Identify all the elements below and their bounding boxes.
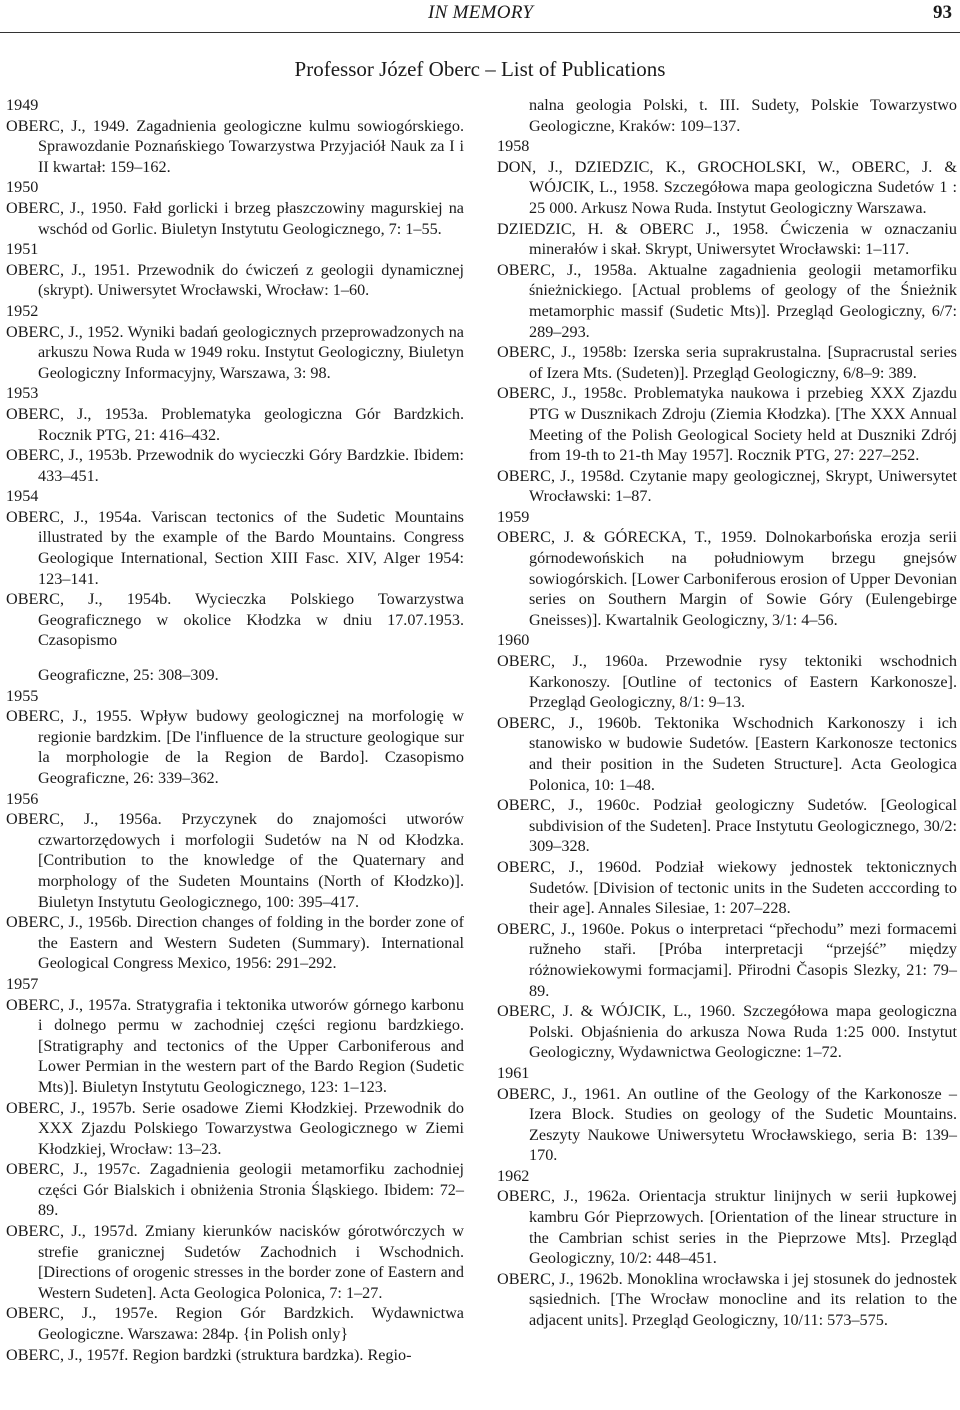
page-title: Professor Józef Oberc – List of Publications [294,57,666,81]
year-heading: 1959 [497,507,530,526]
running-head: IN MEMORY [428,2,534,23]
year-heading: 1958 [497,137,530,156]
year-heading: 1954 [6,487,39,506]
header-rule [0,32,960,33]
publication-entry-continuation: Geograficzne, 25: 308–309. [38,666,219,685]
year-heading: 1952 [6,301,39,320]
publication-entry: OBERC, J., 1960b. Tektonika Wschodnich Karkonoszy i ich stanowisko w budowie Sudetów. [Eastern Karkonosze tectonics and their position in the Sudeten Structure]. Acta Geologica Polonica, 10: 1–48. [497,713,957,794]
publication-entry: OBERC, J., 1955. Wpływ budowy geologicznej na morfologię w regionie bardzkim. [De l'influence de la structure geologique sur la morphologie de la Region de Bardo]. Czasopismo Geograficzne, 26: 339–362. [6,707,464,787]
publication-entry: OBERC, J., 1957b. Serie osadowe Ziemi Kłodzkiej. Przewodnik do XXX Zjazdu Polskiego Towarzystwa Geologicznego w Ziemi Kłodzkiej, Wrocław: 13–23. [6,1098,464,1158]
publication-entry: OBERC, J., 1958a. Aktualne zagadnienia geologii metamorfiku śnieżnickiego. [Actual problems of geology of the Śnieżnik metamorphic massif (Sudetic Mts)]. Przegląd Geologiczny, 6/7: 289–293. [497,260,957,341]
year-heading: 1956 [6,789,39,808]
publication-entry: OBERC, J., 1961. An outline of the Geology of the Karkonosze – Izera Block. Studies on geology of the Sudetic Mountains. Zeszyty Naukowe Uniwersytetu Wrocławskiego, seria B: 139–170. [497,1084,957,1165]
page-header [0,0,960,30]
publication-entry-continuation: nalna geologia Polski, t. III. Sudety, Polskie Towarzystwo Geologiczne, Kraków: 109–137. [529,96,957,135]
publication-entry: OBERC, J., 1958c. Problematyka naukowa i przebieg XXX Zjazdu PTG w Dusznikach Zdroju (Ziemia Kłodzka). [The XXX Annual Meeting of the Polish Geological Society held at Duszniki Zdrój from 19-th to 21-th May 1957]. Rocznik PTG, 27: 227–252. [497,384,957,465]
publication-entry: OBERC, J., 1951. Przewodnik do ćwiczeń z geologii dynamicznej (skrypt). Uniwersytet Wrocławski, Wrocław: 1–60. [6,260,464,300]
publication-entry: OBERC, J., 1957c. Zagadnienia geologii metamorfiku zachodniej części Gór Bialskich i obniżenia Stronia Śląskiego. Ibidem: 72–89. [6,1160,464,1220]
publication-entry: OBERC, J., 1957f. Region bardzki (struktura bardzka). Regio- [6,1345,412,1364]
publication-entry: OBERC, J., 1958b: Izerska seria suprakrustalna. [Supracrustal series of Izera Mts. (Sudeten)]. Przegląd Geologiczny, 6/8–9: 389. [497,343,957,382]
year-heading: 1950 [6,178,39,197]
year-heading: 1951 [6,240,39,259]
publication-entry: OBERC, J., 1960d. Podział wiekowy jednostek tektonicznych Sudetów. [Division of tectonic units in the Sudeten acccording to their age]. Annales Silesiae, 1: 207–228. [497,857,957,918]
publication-entry: OBERC, J. & WÓJCIK, L., 1960. Szczegółowa mapa geologiczna Polski. Objaśnienia do arkusza Nowa Ruda 1:25 000. Instytut Geologiczny, Wydawnictwa Geologiczne: 1–72. [497,1002,957,1062]
publication-entry: OBERC, J., 1956a. Przyczynek do znajomości utworów czwartorzędowych i morfologii Sudetów na N od Kłodzka. [Contribution to the knowledge of the Quaternary and morphology of the Sudeten Mountains (North of Kłodzko)]. Biuletyn Instytutu Geologicznego, 100: 395–417. [6,810,464,911]
publication-entry: OBERC, J., 1952. Wyniki badań geologicznych przeprowadzonych na arkuszu Nowa Ruda w 1949 roku. Instytut Geologiczny, Biuletyn Geologiczny Informacyjny, Warszawa, 3: 98. [6,322,464,382]
publication-entry: OBERC, J., 1960a. Przewodnie rysy tektoniki wschodnich Karkonoszy. [Outline of tectonics of Eastern Karkonosze]. Przegląd Geologiczny, 8/1: 9–13. [497,652,957,712]
publication-entry: DZIEDZIC, H. & OBERC J., 1958. Ćwiczenia w oznaczaniu minerałów i skał. Skrypt, Uniwersytet Wrocławski: 1–117. [497,219,957,259]
publication-entry: OBERC, J., 1960c. Podział geologiczny Sudetów. [Geological subdivision of the Sudeten]. Prace Instytutu Geologicznego, 30/2: 309–328. [497,796,957,856]
year-heading: 1957 [6,974,39,993]
publication-entry: OBERC, J., 1960e. Pokus o interpretaci “přechodu” mezi formacemi ružneho staři. [Próba interpretacji “przejść” między różnowiekowymi formacjami]. Přirodni Časopis Slezky, 21: 79–89. [497,919,957,1000]
publication-entry: OBERC, J., 1954b. Wycieczka Polskiego Towarzystwa Geograficznego w okolice Kłodzka w dniu 17.07.1953. Czasopismo [6,590,464,650]
publication-entry: OBERC, J., 1949. Zagadnienia geologiczne kulmu sowiogórskiego. Sprawozdanie Poznańskiego Towarzystwa Przyjaciół Nauk za I i II kwartał: 159–162. [6,116,464,176]
publication-entry: OBERC, J., 1950. Fałd gorlicki i brzeg płaszczowiny magurskiej na wschód od Gorlic. Biuletyn Instytutu Geologicznego, 7: 1–55. [6,198,464,238]
publication-entry: OBERC, J. & GÓRECKA, T., 1959. Dolnokarbońska erozja serii górnodewońskich na południowym brzegu gnejsów sowiogórskich. [Lower Carboniferous erosion of Upper Devonian series on Southern Margin of Sowie Góry (Eulengebirge Gneisses)]. Kwartalnik Geologiczny, 3/1: 4–56. [497,528,957,629]
page-number: 93 [933,2,952,23]
publication-entry: OBERC, J., 1957e. Region Gór Bardzkich. Wydawnictwa Geologiczne. Warszawa: 284p. {in Polish only} [6,1304,464,1344]
publication-entry: OBERC, J., 1957d. Zmiany kierunków nacisków górotwórczych w strefie granicznej Sudetów Zachodnich i Wschodnich. [Directions of orogenic stresses in the border zone of Eastern and Western Sudeten]. Acta Geologica Polonica, 7: 1–27. [6,1222,464,1302]
publication-entry: OBERC, J., 1957a. Stratygrafia i tektonika utworów górnego karbonu i dolnego permu w zachodniej części regionu bardzkiego. [Stratigraphy and tectonics of the Upper Carboniferous and Lower Permian in the western part of the Bardo Region (Sudetic Mts)]. Biuletyn Instytutu Geologicznego, 123: 1–123. [6,995,464,1096]
left-column [6,95,464,1365]
publication-entry: OBERC, J., 1953b. Przewodnik do wycieczki Góry Bardzkie. Ibidem: 433–451. [6,446,464,485]
publication-entry: OBERC, J., 1953a. Problematyka geologiczna Gór Bardzkich. Rocznik PTG, 21: 416–432. [6,404,464,444]
publication-entry: OBERC, J., 1958d. Czytanie mapy geologicznej, Skrypt, Uniwersytet Wrocławski: 1–87. [497,466,957,506]
publication-entry: OBERC, J., 1962a. Orientacja struktur linijnych w serii łupkowej kambru Gór Pieprzowych. [Orientation of the linear structure in the Cambrian schist series in the Pieprzowe Mts]. Przegląd Geologiczny, 10/2: 448–451. [497,1187,957,1268]
publication-entry: OBERC, J., 1962b. Monoklina wrocławska i jej stosunek do jednostek sąsiednich. [The Wrocław monocline and its relation to the adjacent units]. Przegląd Geologiczny, 10/11: 573–575. [497,1269,957,1330]
year-heading: 1949 [6,96,39,114]
year-heading: 1960 [497,631,530,650]
year-heading: 1962 [497,1166,530,1185]
publication-entry: DON, J., DZIEDZIC, K., GROCHOLSKI, W., OBERC, J. & WÓJCIK, L., 1958. Szczegółowa mapa geologiczna Sudetów 1 : 25 000. Arkusz Nowa Ruda. Instytut Geologiczny Warszawa. [497,157,957,217]
year-heading: 1953 [6,384,39,403]
year-heading: 1955 [6,686,39,705]
publication-entry: OBERC, J., 1954a. Variscan tectonics of the Sudetic Mountains illustrated by the example of the Bardo Mountains. Congress Geologique International, Section XIII Fasc. XIV, Alger 1954: 123–141. [6,507,464,588]
publication-entry: OBERC, J., 1956b. Direction changes of folding in the border zone of the Eastern and Western Sudeten (Summary). International Geological Congress Mexico, 1956: 291–292. [6,913,464,973]
right-column [497,95,957,1331]
year-heading: 1961 [497,1063,530,1082]
